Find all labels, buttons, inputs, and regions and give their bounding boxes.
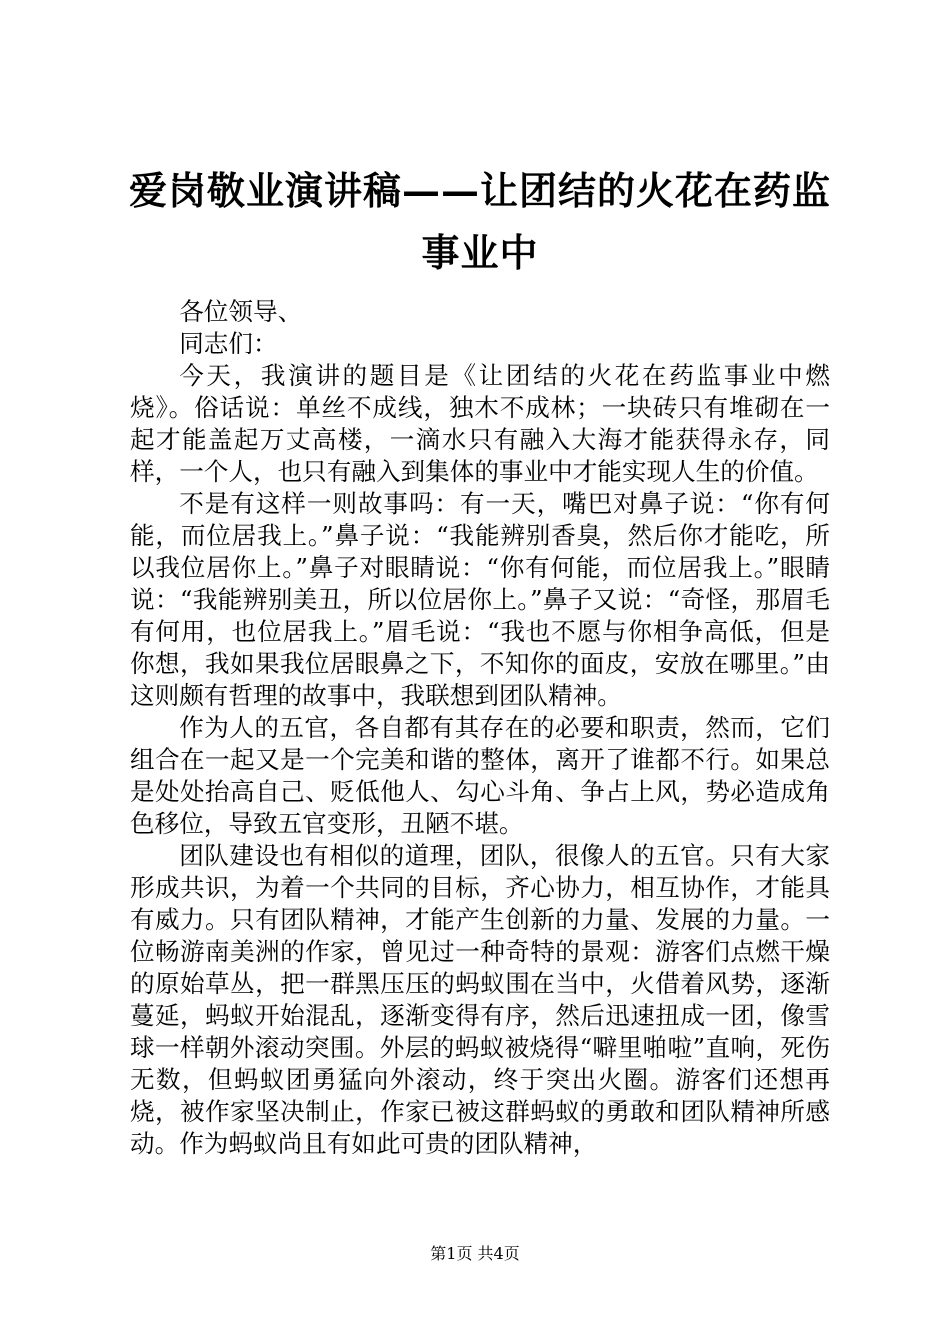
- document-title: 爱岗敬业演讲稿——让团结的火花在药监事业中: [128, 168, 831, 275]
- paragraph-4: 团队建设也有相似的道理，团队，很像人的五官。只有大家形成共识，为着一个共同的目标，齐心协力，相互协作，才能具有威力。只有团队精神，才能产生创新的力量、发展的力量。一位畅游南美洲的作家，曾见过一种奇特的景观：游客们点燃干燥的原始草丛，把一群黑压压的蚂蚁围在当中，火借着风势，逐渐蔓延，蚂蚁开始混乱，逐渐变得有序，然后迅速扭成一团，像雪球一样朝外滚动突围。外层的蚂蚁被烧得“噼里啪啦”直响，死伤无数，但蚂蚁团勇猛向外滚动，终于突出火圈。游客们还想再烧，被作家坚决制止，作家已被这群蚂蚁的勇敢和团队精神所感动。作为蚂蚁尚且有如此可贵的团队精神，: [130, 841, 830, 1158]
- document-body: [130, 296, 830, 1160]
- salutation-comrades: 同志们：: [179, 329, 278, 358]
- paragraph-3: 作为人的五官，各自都有其存在的必要和职责，然而，它们组合在一起又是一个完美和谐的整体，离开了谁都不行。如果总是处处抬高自己、贬低他人、勾心斗角、争占上风，势必造成角色移位，导致五官变形，丑陋不堪。: [130, 713, 830, 838]
- paragraph-1: 今天，我演讲的题目是《让团结的火花在药监事业中燃烧》。俗话说：单丝不成线，独木不成林；一块砖只有堆砌在一起才能盖起万丈高楼，一滴水只有融入大海才能获得永存，同样，一个人，也只有融入到集体的事业中才能实现人生的价值。: [130, 361, 830, 486]
- page-number-footer: 第1页 共4页: [430, 1244, 520, 1263]
- salutation-leaders: 各位领导、: [179, 297, 303, 326]
- paragraph-2: 不是有这样一则故事吗：有一天，嘴巴对鼻子说：“你有何能，而位居我上。”鼻子说：“我能辨别香臭，然后你才能吃，所以我位居你上。”鼻子对眼睛说：“你有何能，而位居我上。”眼睛说：“我能辨别美丑，所以位居你上。”鼻子又说：“奇怪，那眉毛有何用，也位居我上。”眉毛说：“我也不愿与你相争高低，但是你想，我如果我位居眼鼻之下，不知你的面皮，安放在哪里。”由这则颇有哲理的故事中，我联想到团队精神。: [130, 489, 830, 710]
